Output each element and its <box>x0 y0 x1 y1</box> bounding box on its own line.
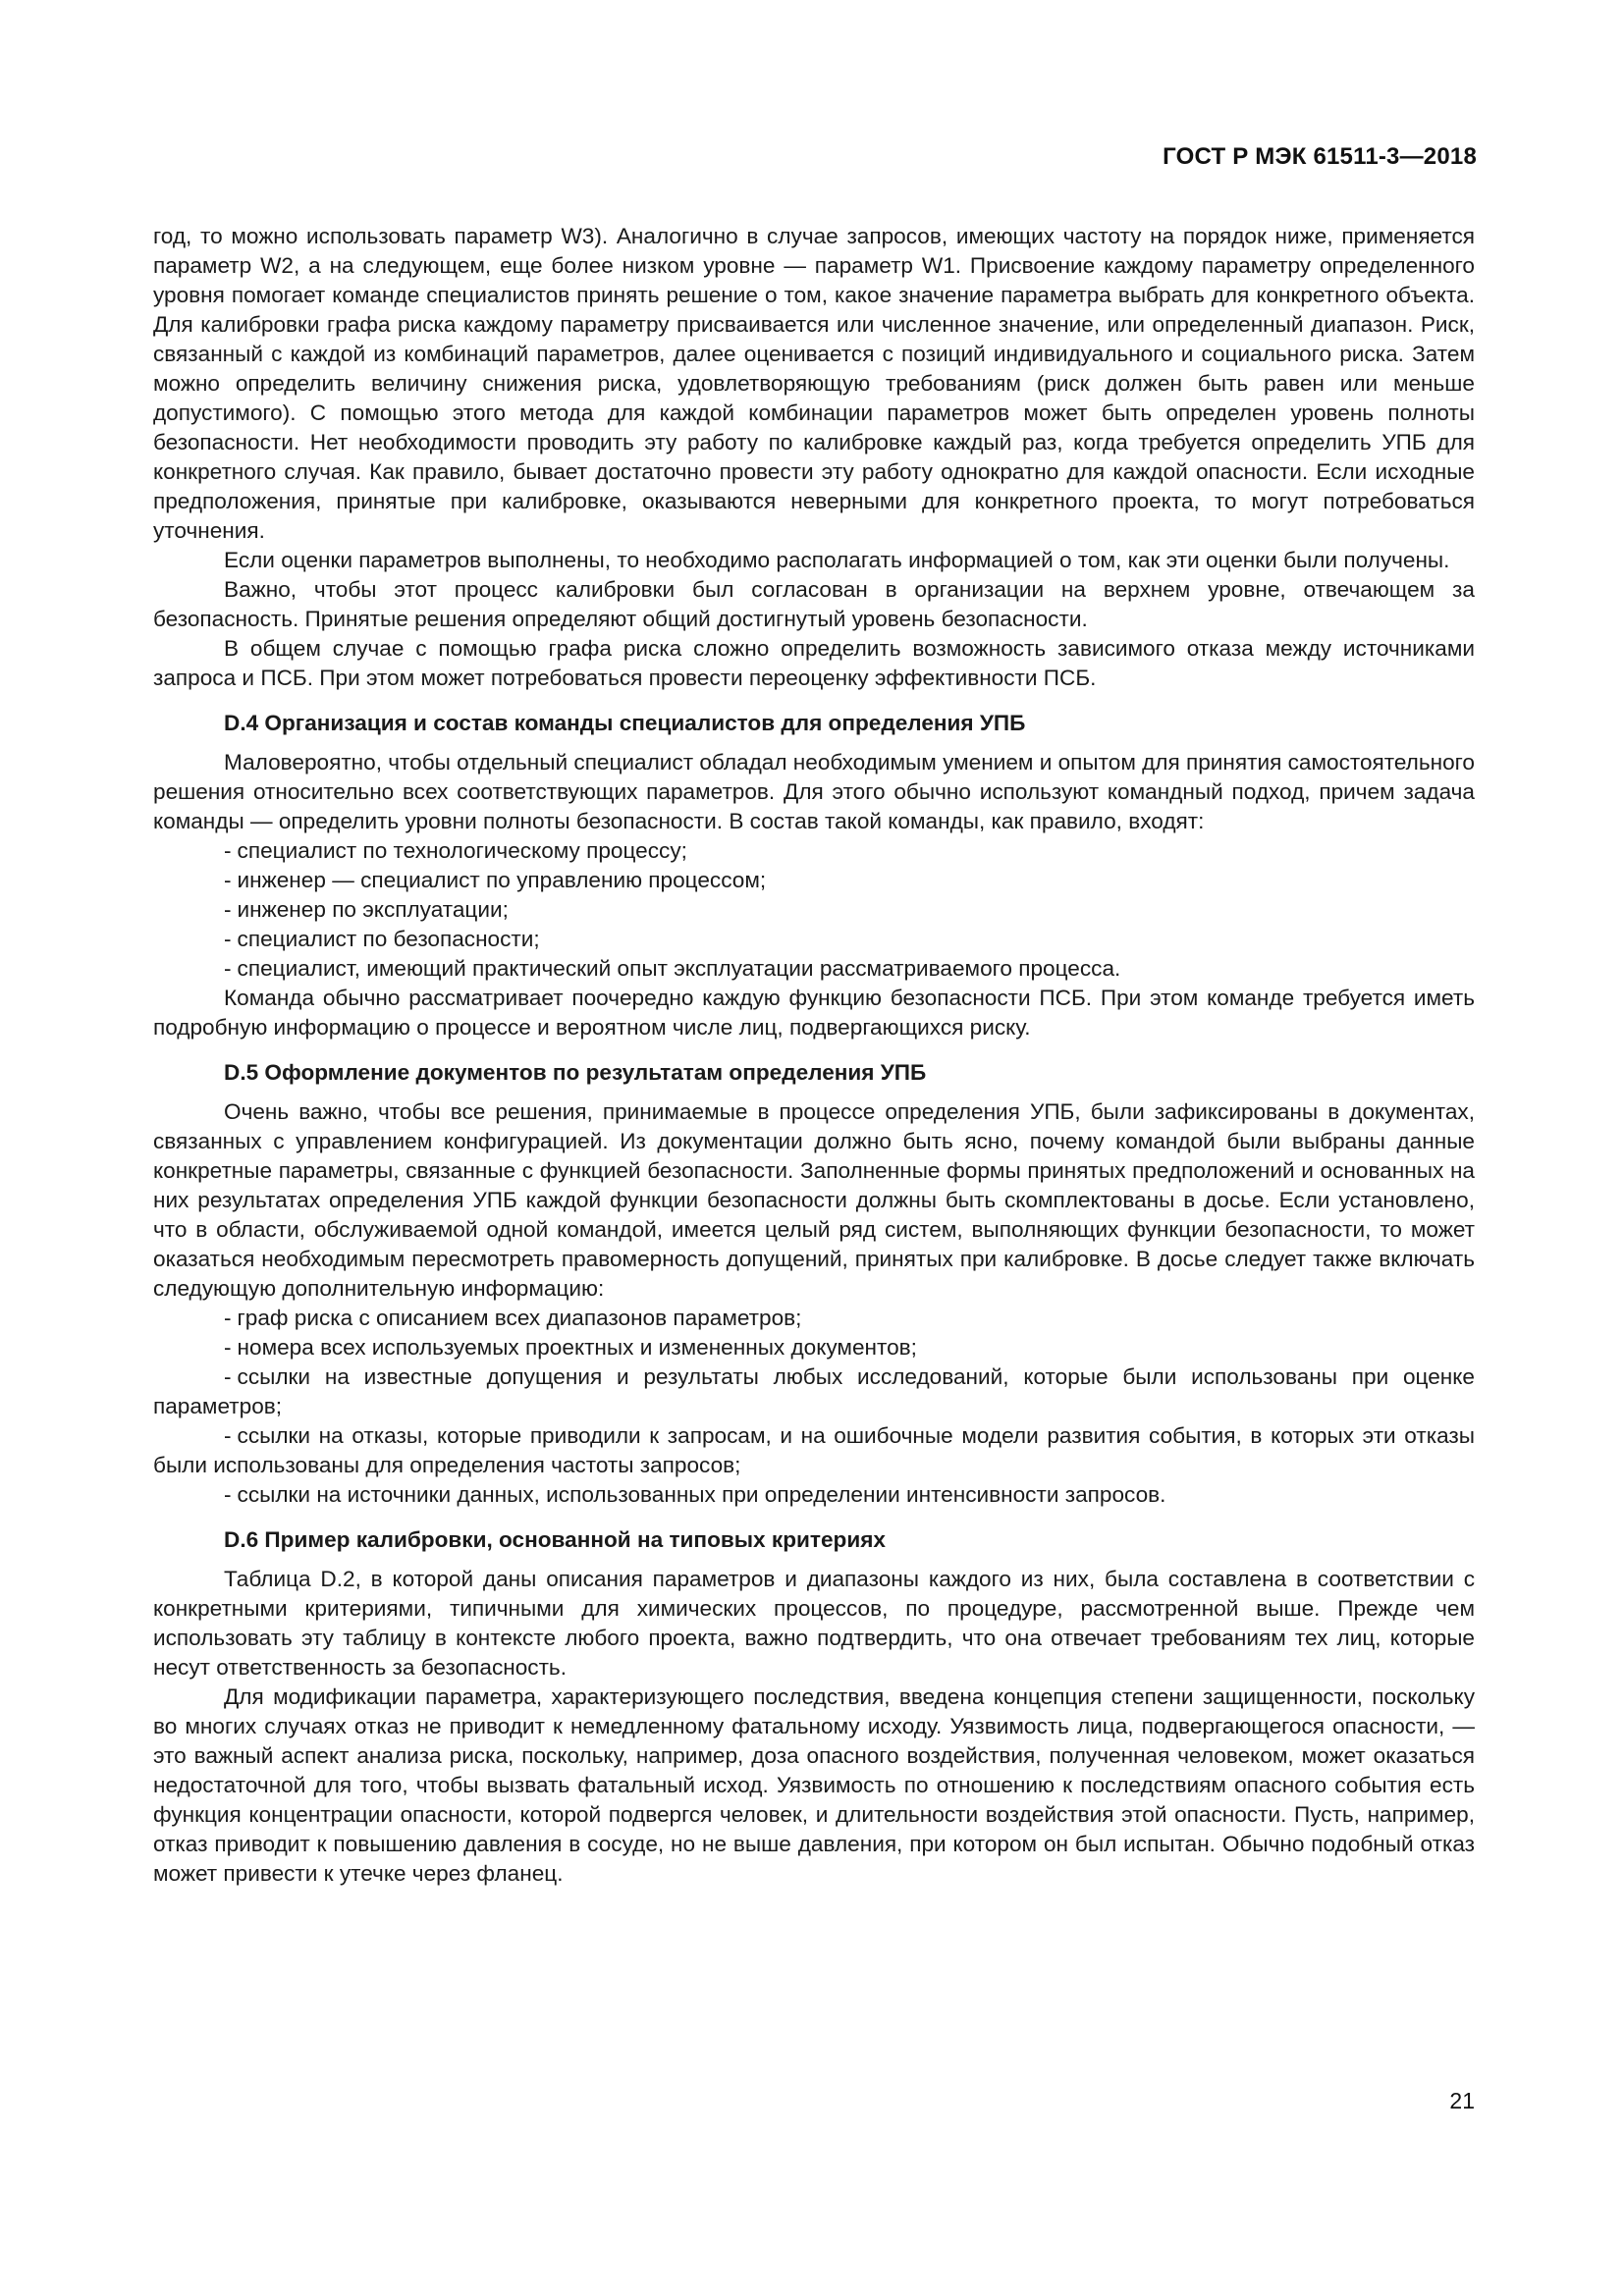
list-item <box>153 866 1475 895</box>
list-item-text: специалист по безопасности; <box>237 927 540 951</box>
paragraph: В общем случае с помощью графа риска сложно определить возможность зависимого отказа между источниками запроса и ПСБ. При этом может потребоваться провести переоценку эффективности ПСБ. <box>153 636 1475 690</box>
list-item <box>153 1304 1475 1333</box>
dash-bullet: - <box>224 1306 232 1330</box>
dash-bullet: - <box>224 897 232 922</box>
paragraph: Для модификации параметра, характеризующего последствия, введена концепция степени защищенности, поскольку во многих случаях отказ не приводит к немедленному фатальному исходу. Уязвимость лица, подвергающегося опасности, — это важный аспект анализа риска, поскольку, например, доза опасного воздействия, полученная человеком, может оказаться недостаточной для того, чтобы вызвать фатальный исход. Уязвимость по отношению к последствиям опасного события есть функция концентрации опасности, которой подвергся человек, и длительности воздействия этой опасности. Пусть, например, отказ приводит к повышению давления в сосуде, но не выше давления, при котором он был испытан. Обычно подобный отказ может привести к утечке через фланец. <box>153 1684 1475 1886</box>
paragraph: Если оценки параметров выполнены, то необходимо располагать информацией о том, как эти оценки были получены. <box>224 548 1450 572</box>
document-body <box>153 222 1475 1889</box>
list-item-text: инженер по эксплуатации; <box>237 897 509 922</box>
section-heading-d4: D.4 Организация и состав команды специалистов для определения УПБ <box>224 711 1026 735</box>
paragraph: год, то можно использовать параметр W3). Аналогично в случае запросов, имеющих частоту на порядок ниже, применяется параметр W2, а на следующем, еще более низком уровне — параметр W1. Присвоение каждому параметру определенного уровня помогает команде специалистов принять решение о том, какое значение параметра выбрать для конкретного объекта. Для калибровки графа риска каждому параметру присваивается или численное значение, или определенный диапазон. Риск, связанный с каждой из комбинаций параметров, далее оценивается с позиций индивидуального и социального риска. Затем можно определить величину снижения риска, удовлетворяющую требованиям (риск должен быть равен или меньше допустимого). С помощью этого метода для каждой комбинации параметров может быть определен уровень полноты безопасности. Нет необходимости проводить эту работу по калибровке каждый раз, когда требуется определить УПБ для конкретного случая. Как правило, бывает достаточно провести эту работу однократно для каждой опасности. Если исходные предположения, принятые при калибровке, оказываются неверными для конкретного проекта, то могут потребоваться уточнения. <box>153 224 1475 543</box>
list-item-text: ссылки на источники данных, использованных при определении интенсивности запросов. <box>237 1482 1166 1507</box>
section-heading-d6: D.6 Пример калибровки, основанной на типовых критериях <box>224 1527 886 1552</box>
list-item-text: специалист, имеющий практический опыт эксплуатации рассматриваемого процесса. <box>237 956 1121 981</box>
paragraph: Таблица D.2, в которой даны описания параметров и диапазоны каждого из них, была составлена в соответствии с конкретными критериями, типичными для химических процессов, по процедуре, рассмотренной выше. Прежде чем использовать эту таблицу в контексте любого проекта, важно подтвердить, что она отвечает требованиям тех лиц, которые несут ответственность за безопасность. <box>153 1567 1475 1680</box>
team-members-list <box>153 836 1475 984</box>
dash-bullet: - <box>224 1335 232 1360</box>
paragraph: Очень важно, чтобы все решения, принимаемые в процессе определения УПБ, были зафиксированы в документах, связанных с управлением конфигурацией. Из документации должно быть ясно, почему командой были выбраны данные конкретные параметры, связанные с функцией безопасности. Заполненные формы принятых предположений и основанных на них результатах определения УПБ каждой функции безопасности должны быть скомплектованы в досье. Если установлено, что в области, обслуживаемой одной командой, имеется целый ряд систем, выполняющих функции безопасности, то может оказаться необходимым пересмотреть правомерность допущений, принятых при калибровке. В досье следует также включать следующую дополнительную информацию: <box>153 1099 1475 1301</box>
section-heading-d5: D.5 Оформление документов по результатам определения УПБ <box>224 1060 927 1085</box>
list-item <box>153 1333 1475 1362</box>
list-item-text: ссылки на отказы, которые приводили к запросам, и на ошибочные модели развития события, в которых эти отказы были использованы для определения частоты запросов; <box>153 1423 1475 1477</box>
dash-bullet: - <box>224 1482 232 1507</box>
dash-bullet: - <box>224 956 232 981</box>
paragraph: Команда обычно рассматривает поочередно каждую функцию безопасности ПСБ. При этом команде требуется иметь подробную информацию о процессе и вероятном числе лиц, подвергающихся риску. <box>153 986 1475 1040</box>
paragraph: Маловероятно, чтобы отдельный специалист обладал необходимым умением и опытом для принятия самостоятельного решения относительно всех соответствующих параметров. Для этого обычно используют командный подход, причем задача команды — определить уровни полноты безопасности. В состав такой команды, как правило, входят: <box>153 750 1475 833</box>
list-item-text: граф риска с описанием всех диапазонов параметров; <box>237 1306 802 1330</box>
list-item <box>153 1362 1475 1421</box>
dash-bullet: - <box>224 838 232 863</box>
document-header: ГОСТ Р МЭК 61511-3—2018 <box>1163 143 1477 170</box>
paragraph: Важно, чтобы этот процесс калибровки был согласован в организации на верхнем уровне, отвечающем за безопасность. Принятые решения определяют общий достигнутый уровень безопасности. <box>153 577 1475 631</box>
list-item <box>153 954 1475 984</box>
list-item-text: ссылки на известные допущения и результаты любых исследований, которые были использованы при оценке параметров; <box>153 1364 1475 1418</box>
dash-bullet: - <box>224 927 232 951</box>
page-number: 21 <box>1449 2088 1475 2113</box>
dash-bullet: - <box>224 868 232 892</box>
list-item-text: номера всех используемых проектных и измененных документов; <box>237 1335 917 1360</box>
list-item <box>153 895 1475 925</box>
documentation-list <box>153 1304 1475 1510</box>
list-item <box>153 1480 1475 1510</box>
list-item-text: инженер — специалист по управлению процессом; <box>237 868 767 892</box>
dash-bullet: - <box>224 1364 232 1389</box>
list-item <box>153 1421 1475 1480</box>
list-item <box>153 925 1475 954</box>
list-item <box>153 836 1475 866</box>
dash-bullet: - <box>224 1423 232 1448</box>
list-item-text: специалист по технологическому процессу; <box>237 838 687 863</box>
